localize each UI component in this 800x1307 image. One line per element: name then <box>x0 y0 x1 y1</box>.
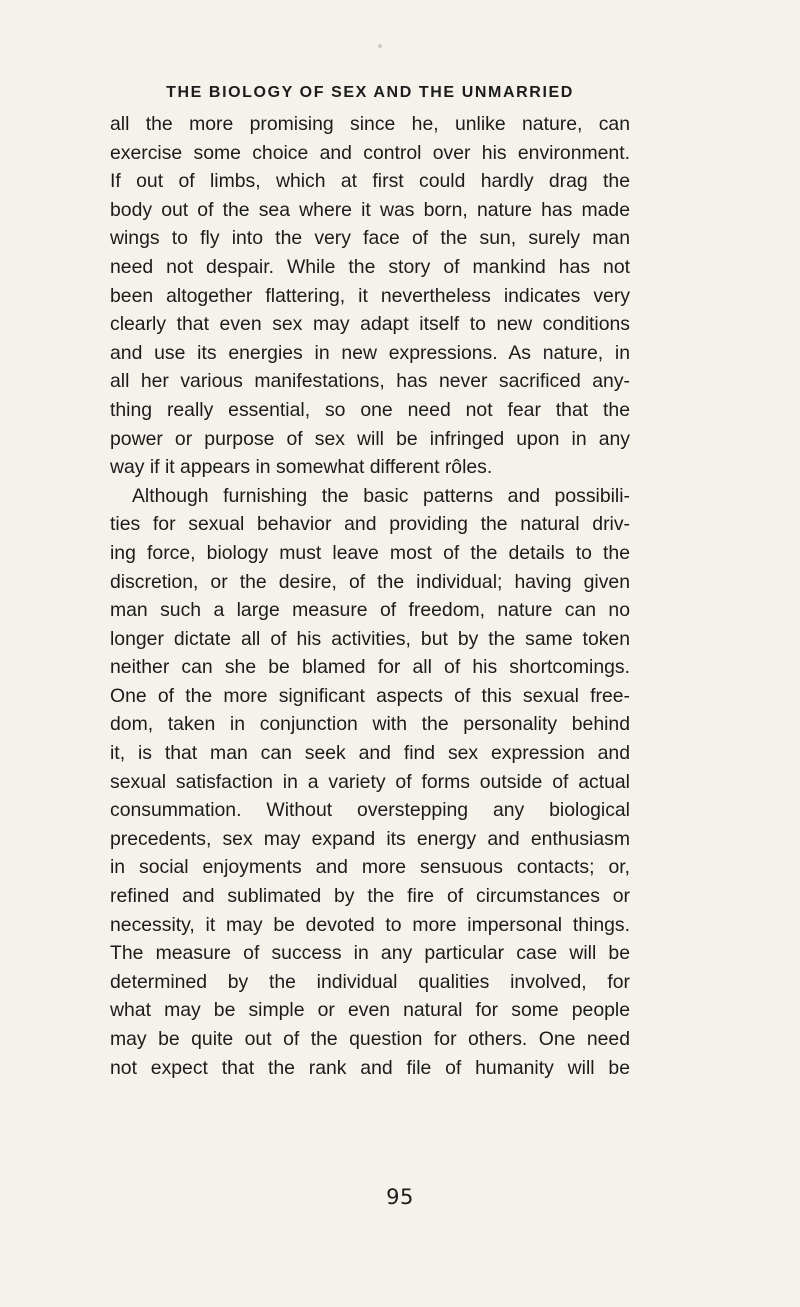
text-line: all the more promising since he, unlike nature, can <box>110 113 630 135</box>
text-line: refined and sublimated by the fire of circumstances or <box>110 885 630 908</box>
text-line: Although furnishing the basic patterns and possibili- <box>132 484 630 507</box>
text-line: power or purpose of sex will be infringed upon in any <box>110 427 630 450</box>
text-line: necessity, it may be devoted to more impersonal things. <box>110 913 630 936</box>
text-line: it, is that man can seek and find sex expression and <box>110 742 630 765</box>
text-line: ing force, biology must leave most of the details to the <box>110 541 630 564</box>
paper-speck <box>378 44 382 48</box>
text-line: way if it appears in somewhat different rôles. <box>110 456 493 479</box>
text-line: been altogether flattering, it nevertheless indicates very <box>110 284 630 307</box>
text-line: man such a large measure of freedom, nature can no <box>110 599 630 622</box>
text-line: neither can she be blamed for all of his shortcomings. <box>110 656 630 679</box>
text-line: precedents, sex may expand its energy and enthusiasm <box>110 827 630 850</box>
text-line: exercise some choice and control over his environment. <box>110 141 630 164</box>
text-line: If out of limbs, which at first could hardly drag the <box>110 170 630 193</box>
text-line: One of the more significant aspects of this sexual free- <box>110 684 630 707</box>
text-line: dom, taken in conjunction with the personality behind <box>110 713 630 736</box>
text-line: thing really essential, so one need not fear that the <box>110 398 630 421</box>
text-line: ties for sexual behavior and providing the natural driv- <box>110 513 630 536</box>
book-page <box>110 84 630 1082</box>
text-line: may be quite out of the question for others. One need <box>110 1028 630 1050</box>
text-line: and use its energies in new expressions. As nature, in <box>110 341 630 364</box>
text-line: sexual satisfaction in a variety of forms outside of actual <box>110 770 630 793</box>
text-line: discretion, or the desire, of the individual; having given <box>110 570 630 593</box>
text-line: The measure of success in any particular case will be <box>110 942 630 965</box>
text-line: longer dictate all of his activities, but by the same token <box>110 627 630 650</box>
text-line: clearly that even sex may adapt itself to new conditions <box>110 313 630 336</box>
text-line: in social enjoyments and more sensuous contacts; or, <box>110 856 630 879</box>
page-number: 95 <box>386 1185 414 1209</box>
text-line: what may be simple or even natural for some people <box>110 999 630 1022</box>
text-line: wings to fly into the very face of the sun, surely man <box>110 227 630 250</box>
text-line: determined by the individual qualities involved, for <box>110 970 630 993</box>
running-head: THE BIOLOGY OF SEX AND THE UNMARRIED <box>166 84 574 101</box>
text-line: all her various manifestations, has never sacrificed any- <box>110 370 630 393</box>
text-line: body out of the sea where it was born, nature has made <box>110 198 630 221</box>
text-line: consummation. Without overstepping any biological <box>110 799 630 822</box>
text-line: need not despair. While the story of mankind has not <box>110 255 630 278</box>
text-line: not expect that the rank and file of humanity will be <box>110 1056 630 1079</box>
body-text <box>110 110 630 1082</box>
